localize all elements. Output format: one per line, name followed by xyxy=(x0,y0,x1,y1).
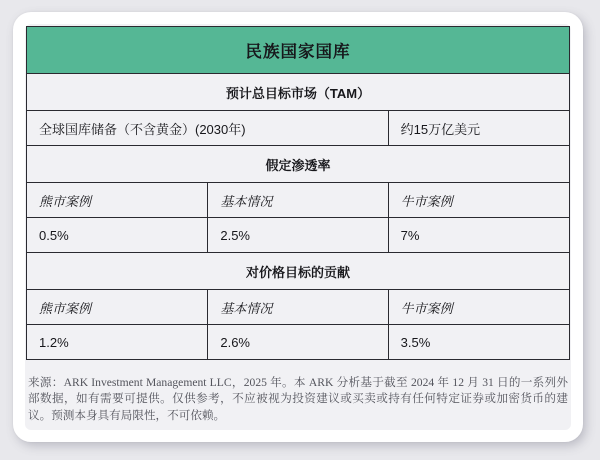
penetration-case-row xyxy=(27,183,570,218)
penetration-bull-value: 7% xyxy=(388,218,569,253)
penetration-values-row xyxy=(27,218,570,253)
penetration-section-header: 假定渗透率 xyxy=(27,146,570,183)
penetration-bull-case-label: 牛市案例 xyxy=(388,183,569,218)
tam-label-cell: 全球国库储备（不含黄金）(2030年) xyxy=(27,111,389,146)
contribution-values-row xyxy=(27,325,570,360)
contribution-case-row xyxy=(27,290,570,325)
treasury-table xyxy=(26,26,570,360)
source-note: 来源：ARK Investment Management LLC，2025 年。本 ARK 分析基于截至 2024 年 12 月 31 日的一系列外部数据，如有需要可提供。仅供参考，不应被视为投资建议或买卖或持有任何特定证券或加密货币的建议。预测本身具有局限性，不可依赖。 xyxy=(28,376,568,422)
report-card xyxy=(13,12,583,442)
tam-data-row xyxy=(27,111,570,146)
table-title: 民族国家国库 xyxy=(27,27,570,74)
contribution-bear-case-label: 熊市案例 xyxy=(27,290,208,325)
contribution-bear-value: 1.2% xyxy=(27,325,208,360)
contribution-bull-case-label: 牛市案例 xyxy=(388,290,569,325)
penetration-section-header-row xyxy=(27,146,570,183)
tam-value-cell: 约15万亿美元 xyxy=(388,111,569,146)
contribution-base-case-label: 基本情况 xyxy=(208,290,388,325)
penetration-base-case-label: 基本情况 xyxy=(208,183,388,218)
penetration-bear-value: 0.5% xyxy=(27,218,208,253)
contribution-bull-value: 3.5% xyxy=(388,325,569,360)
contribution-section-header-row xyxy=(27,253,570,290)
penetration-bear-case-label: 熊市案例 xyxy=(27,183,208,218)
table-title-row xyxy=(27,27,570,74)
tam-section-header: 预计总目标市场（TAM） xyxy=(27,74,570,111)
tam-section-header-row xyxy=(27,74,570,111)
contribution-base-value: 2.6% xyxy=(208,325,388,360)
penetration-base-value: 2.5% xyxy=(208,218,388,253)
contribution-section-header: 对价格目标的贡献 xyxy=(27,253,570,290)
